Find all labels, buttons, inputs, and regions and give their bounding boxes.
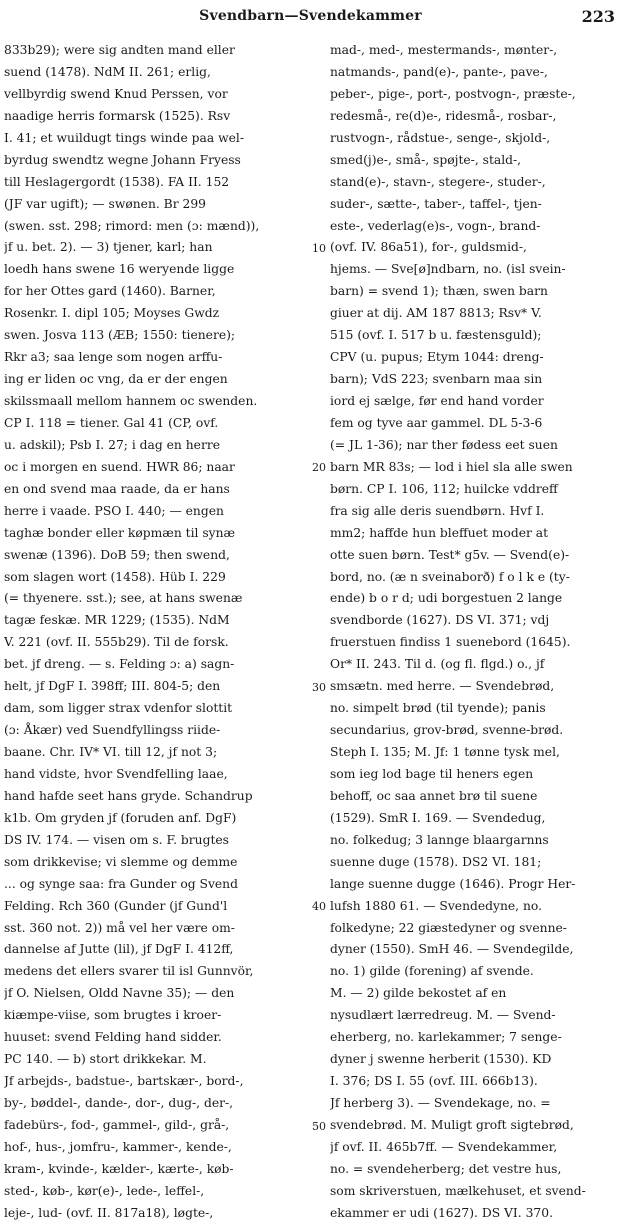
text-line: fem og tyve aar gammel. DL 5-3-6 (330, 415, 543, 430)
text-line: Felding. Rch 360 (Gunder (jf Gund'l (4, 898, 228, 913)
text-line: barn); VdS 223; svenbarn maa sin (330, 372, 543, 387)
text-line: bord, no. (æ n sveinaborð) f o l k e (ty- (330, 569, 570, 584)
text-line: hof-, hus-, jomfru-, kammer-, kende-, (4, 1139, 232, 1154)
text-line: sted-, køb-, kør(e)-, lede-, leffel-, (4, 1183, 205, 1198)
text-line: smsætn. med herre. — Svendebrød, (330, 679, 555, 694)
text-line: secundarius, grov-brød, svenne-brød. (330, 723, 564, 738)
text-line: iord ej sælge, før end hand vorder (330, 394, 544, 408)
text-line: barn MR 83s; — lod i hiel sla alle swen (330, 459, 573, 474)
text-line: no. folkedug; 3 lannge blaargarnns (330, 832, 549, 847)
text-line: este-, vederlag(e)s-, vogn-, brand- (330, 218, 541, 233)
text-line: jf u. bet. 2). — 3) tjener, karl; han (4, 240, 213, 255)
text-line: ... og synge saa: fra Gunder og Svend (4, 876, 238, 891)
text-line: ing er liden oc vng, da er der engen (4, 372, 228, 387)
text-line: nysudlært lærredreug. M. — Svend- (330, 1008, 556, 1023)
text-line: kiæmpe-viise, som brugtes i kroer- (4, 1008, 222, 1023)
text-line: swenæ (1396). DoB 59; then swend, (4, 547, 230, 562)
text-line: jf ovf. II. 465b7ff. — Svendekammer, (330, 1139, 558, 1154)
text-line: by-, bøddel-, dande-, dor-, dug-, der-, (4, 1096, 234, 1110)
text-line: smed(j)e-, små-, spøjte-, stald-, (330, 152, 522, 167)
text-line: suend (1478). NdM II. 261; erlig, (4, 64, 211, 79)
text-line: svendborde (1627). DS VI. 371; vdj (330, 613, 550, 628)
text-line: leje-, lud- (ovf. II. 817a18), løgte-, (4, 1205, 214, 1220)
text-line: (ɔ: Åkær) ved Suendfyllingss riide- (4, 723, 221, 738)
text-line: barn) = svend 1); thæn, swen barn (330, 284, 548, 299)
text-line: (= thyenere. sst.); see, at hans swenæ (4, 591, 243, 606)
text-line: baane. Chr. IV* VI. till 12, jf not 3; (4, 745, 218, 759)
text-line: lange suenne dugge (1646). Progr Her- (330, 876, 576, 891)
text-line: en ond svend maa raade, da er hans (4, 481, 230, 496)
text-line: suenne duge (1578). DS2 VI. 181; (330, 854, 542, 869)
text-line: Rkr a3; saa lenge som nogen arffu- (4, 350, 223, 365)
text-line: skilssmaall mellom hannem oc swenden. (4, 394, 258, 408)
line-number-30: 30 (312, 680, 326, 694)
text-line: redesmå-, re(d)e-, ridesmå-, rosbar-, (330, 108, 557, 123)
text-line: for her Ottes gard (1460). Barner, (4, 284, 216, 299)
text-line: hand hafde seet hans gryde. Schandrup (4, 788, 253, 803)
text-line: (1529). SmR I. 169. — Svendedug, (330, 810, 546, 825)
text-line: sst. 360 not. 2)) må vel her være om- (4, 920, 235, 935)
text-line: I. 41; et wuildugt tings winde paa wel- (4, 130, 244, 145)
left-column (4, 40, 294, 1225)
text-line: CP I. 118 = tiener. Gal 41 (CP, ovf. (4, 415, 219, 430)
text-line: till Heslagergordt (1538). FA II. 152 (4, 174, 230, 189)
text-line: CPV (u. pupus; Etym 1044: dreng- (330, 350, 544, 365)
text-line: lufsh 1880 61. — Svendedyne, no. (330, 898, 542, 913)
text-line: Rosenkr. I. dipl 105; Moyses Gwdz (4, 306, 220, 321)
text-line: (swen. sst. 298; rimord: men (ɔ: mænd)), (4, 218, 260, 233)
page-number: 223 (581, 7, 615, 26)
text-line: no. 1) gilde (forening) af svende. (330, 964, 534, 979)
text-line: 833b29); were sig andten mand eller (4, 43, 235, 57)
text-line: Steph I. 135; M. Jf: 1 tønne tysk mel, (330, 745, 560, 759)
text-line: u. adskil); Psb I. 27; i dag en herre (4, 437, 220, 452)
text-line: no. simpelt brød (til tyende); panis (330, 701, 546, 716)
line-number-20: 20 (312, 461, 326, 475)
text-line: tagæ feskæ. MR 1229; (1535). NdM (4, 613, 230, 628)
text-line: vellbyrdig swend Knud Perssen, vor (4, 86, 228, 101)
text-line: V. 221 (ovf. II. 555b29). Til de forsk. (4, 635, 229, 650)
text-line: no. = svendeherberg; det vestre hus, (330, 1161, 562, 1176)
text-line: otte suen børn. Test* g5v. — Svend(e)- (330, 547, 570, 562)
text-line: som skriverstuen, mælkehuset, et svend- (330, 1183, 586, 1198)
text-line: dyner j swenne herberit (1530). KD (330, 1052, 552, 1067)
text-line: Jf arbejds-, badstue-, bartskær-, bord-, (4, 1074, 244, 1089)
text-line: PC 140. — b) stort drikkekar. M. (4, 1052, 207, 1067)
text-line: oc i morgen en suend. HWR 86; naar (4, 459, 235, 474)
text-line: dannelse af Jutte (lil), jf DgF I. 412ff, (4, 942, 234, 957)
text-line: rustvogn-, rådstue-, senge-, skjold-, (330, 130, 551, 145)
text-line: hjems. — Sve[ø]ndbarn, no. (isl svein- (330, 262, 566, 277)
text-line: svendebrød. M. Muligt groft sigtebrød, (330, 1117, 574, 1132)
text-line: swen. Josva 113 (ÆB; 1550: tienere); (4, 328, 236, 343)
text-line: hand vidste, hvor Svendfelling laae, (4, 766, 228, 781)
text-line: I. 376; DS I. 55 (ovf. III. 666b13). (330, 1074, 538, 1089)
right-column (330, 40, 620, 1225)
text-line: DS IV. 174. — visen om s. F. brugtes (4, 832, 229, 847)
text-line: som drikkevise; vi slemme og demme (4, 854, 238, 869)
text-line: naadige herris formarsk (1525). Rsv (4, 108, 231, 123)
text-line: giuer at dij. AM 187 8813; Rsv* V. (330, 306, 542, 321)
text-line: taghæ bonder eller køpmæn til synæ (4, 525, 236, 540)
text-line: mm2; haffde hun bleffuet moder at (330, 525, 549, 540)
text-line: 515 (ovf. I. 517 b u. fæstensguld); (330, 328, 542, 343)
line-number-50: 50 (312, 1119, 326, 1133)
text-line: ekammer er udi (1627). DS VI. 370. (330, 1205, 553, 1220)
text-line: dyner (1550). SmH 46. — Svendegilde, (330, 942, 574, 957)
text-line: som ieg lod bage til heners egen (330, 766, 534, 781)
text-line: eherberg, no. karlekammer; 7 senge- (330, 1030, 562, 1045)
text-line: natmands-, pand(e)-, pante-, pave-, (330, 64, 548, 79)
text-line: fadebürs-, fod-, gammel-, gild-, grå-, (4, 1117, 230, 1132)
text-line: loedh hans swene 16 weryende ligge (4, 262, 235, 277)
text-line: M. — 2) gilde bekostet af en (330, 986, 507, 1001)
running-head (0, 6, 621, 30)
text-line: helt, jf DgF I. 398ff; III. 804-5; den (4, 679, 221, 694)
text-line: stand(e)-, stavn-, stegere-, studer-, (330, 174, 546, 189)
text-line: børn. CP I. 106, 112; huilcke vddreff (330, 481, 558, 496)
text-line: jf O. Nielsen, Oldd Navne 35); — den (4, 986, 235, 1001)
text-line: Or* II. 243. Til d. (og fl. flgd.) o., jf (330, 657, 545, 672)
line-number-40: 40 (312, 900, 326, 914)
text-line: ende) b o r d; udi borgestuen 2 lange (330, 591, 563, 606)
text-line: byrdug swendtz wegne Johann Fryess (4, 152, 241, 167)
text-line: (ovf. IV. 86a51), for-, guldsmid-, (330, 240, 527, 255)
text-line: kram-, kvinde-, kælder-, kærte-, køb- (4, 1161, 234, 1176)
text-line: mad-, med-, mestermands-, mønter-, (330, 43, 558, 57)
text-line: k1b. Om gryden jf (foruden anf. DgF) (4, 810, 237, 825)
text-line: dam, som ligger strax vdenfor slottit (4, 701, 233, 716)
line-number-10: 10 (312, 241, 326, 255)
text-line: folkedyne; 22 giæstedyner og svenne- (330, 920, 567, 935)
text-line: behoff, oc saa annet brø til suene (330, 788, 538, 803)
text-line: peber-, pige-, port-, postvogn-, præste-, (330, 86, 576, 101)
text-line: fra sig alle deris suendbørn. Hvf I. (330, 503, 545, 518)
page-title: Svendbarn—Svendekammer (199, 8, 422, 24)
text-line: (JF var ugift); — swønen. Br 299 (4, 196, 206, 211)
text-line: (= JL 1-36); nar ther fødess eet suen (330, 437, 558, 452)
text-line: bet. jf dreng. — s. Felding ɔ: a) sagn- (4, 657, 235, 672)
text-line: medens det ellers svarer til isl Gunnvör, (4, 964, 254, 979)
text-line: huuset: svend Felding hand sidder. (4, 1030, 222, 1045)
text-line: fruerstuen findiss 1 suenebord (1645). (330, 635, 571, 650)
text-line: herre i vaade. PSO I. 440; — engen (4, 503, 224, 518)
text-line: suder-, sætte-, taber-, taffel-, tjen- (330, 196, 542, 211)
text-line: som slagen wort (1458). Hüb I. 229 (4, 569, 226, 584)
text-line: Jf herberg 3). — Svendekage, no. = (330, 1096, 551, 1110)
